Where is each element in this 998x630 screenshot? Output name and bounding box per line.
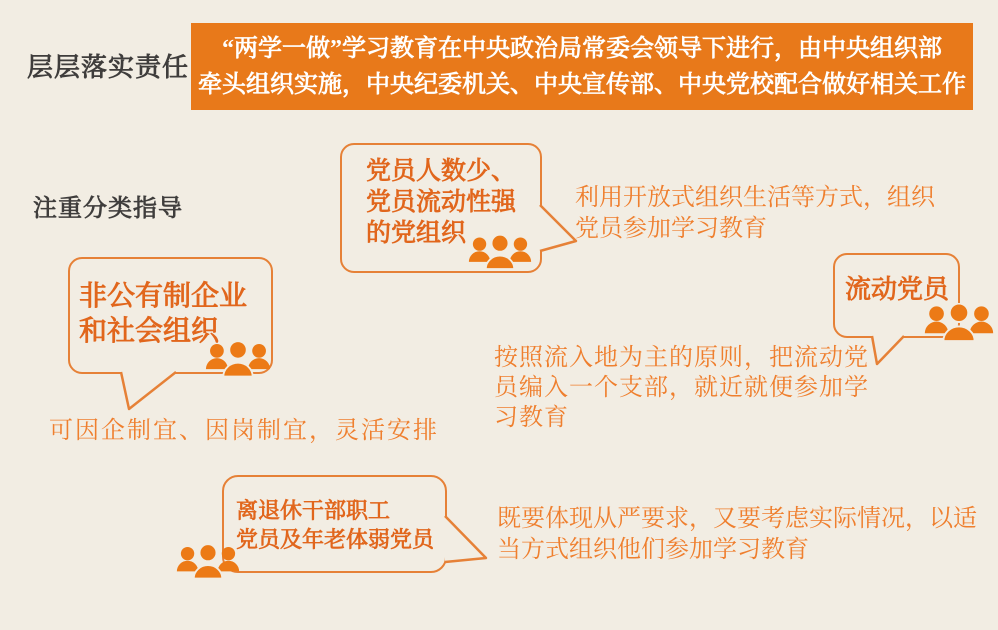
note-retired <box>497 503 977 565</box>
bubble-small-org-title-line: 党员流动性强 <box>366 189 517 216</box>
bubble-small-org-title-line: 党员人数少、 <box>366 158 517 185</box>
note-line: 习教育 <box>494 404 569 431</box>
people-group-icon <box>468 234 532 272</box>
bubble-private-enterprise-tail <box>118 370 180 412</box>
banner-line-1: “两学一做”学习教育在中央政治局常委会领导下进行，由中央组织部 <box>222 35 942 62</box>
note-line: 既要体现从严要求，又要考虑实际情况，以适 <box>497 505 977 532</box>
bubble-retired-tail <box>443 514 489 566</box>
bubble-mobile-tail <box>869 334 909 368</box>
note-mobile <box>494 343 869 433</box>
bubble-retired-title <box>236 496 434 554</box>
bubble-private-enterprise-title <box>79 279 247 349</box>
note-line: 当方式组织他们参加学习教育 <box>497 536 809 563</box>
banner-line-2: 牵头组织实施，中央纪委机关、中央宣传部、中央党校配合做好相关工作 <box>198 71 966 98</box>
bubble-small-org-tail <box>538 203 580 255</box>
section-label-responsibility: 层层落实责任 <box>27 53 190 82</box>
bubble-private-enterprise-title-line: 和社会组织 <box>79 316 220 347</box>
bubble-retired-title-line: 离退休干部职工 <box>236 498 391 523</box>
note-line: 可因企制宜、因岗制宜，灵活安排 <box>49 417 439 444</box>
people-group-icon <box>205 340 271 380</box>
bubble-mobile-title-line: 流动党员 <box>845 275 950 304</box>
bubble-private-enterprise-title-line: 非公有制企业 <box>79 281 248 312</box>
section-label-guidance: 注重分类指导 <box>33 196 183 222</box>
top-banner <box>191 23 973 110</box>
note-line: 按照流入地为主的原则，把流动党 <box>494 344 869 371</box>
bubble-mobile-title <box>845 275 949 305</box>
bubble-small-org-title-line: 的党组织 <box>366 220 467 247</box>
bubble-retired-title-line: 党员及年老体弱党员 <box>236 527 435 552</box>
note-line: 员编入一个支部，就近就便参加学 <box>494 374 869 401</box>
note-line: 党员参加学习教育 <box>575 215 767 242</box>
note-private-enterprise <box>49 415 439 446</box>
note-small-org <box>575 182 935 244</box>
people-group-icon <box>176 543 240 582</box>
note-line: 利用开放式组织生活等方式，组织 <box>575 184 935 211</box>
people-group-icon <box>922 303 996 344</box>
